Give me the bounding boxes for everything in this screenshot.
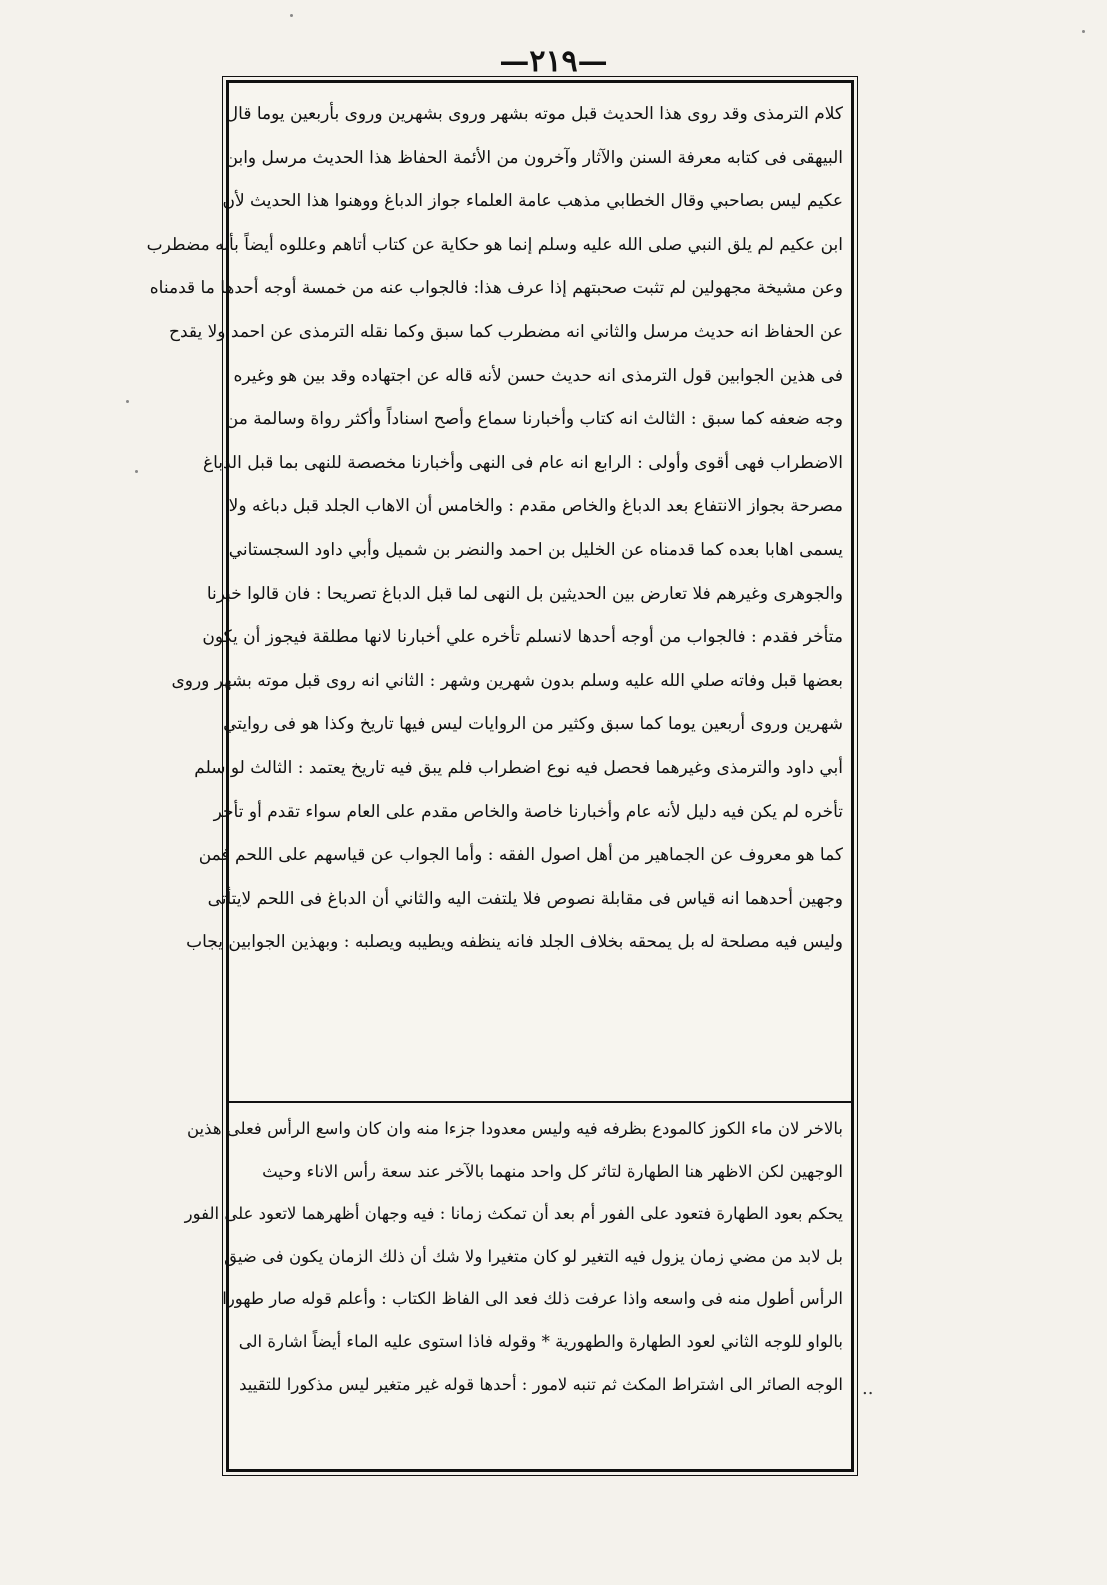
main-line: مصرحة بجواز الانتفاع بعد الدباغ والخاص مقدم : والخامس أن الاهاب الجلد قبل دباغه ولا bbox=[228, 496, 843, 517]
main-line: وعن مشيخة مجهولين لم تثبت صحبتهم إذا عرف هذا: فالجواب عنه من خمسة أوجه أحدها ما قدمناه bbox=[149, 278, 843, 299]
main-line: والجوهرى وغيرهم فلا تعارض بين الحديثين بل النهى لما قبل الدباغ تصريحا : فان قالوا خبرنا bbox=[206, 583, 843, 604]
main-line: كما هو معروف عن الجماهير من أهل اصول الفقه : وأما الجواب عن قياسهم على اللحم فمن bbox=[198, 845, 843, 866]
main-line: عن الحفاظ انه حديث مرسل والثاني انه مضطرب كما سبق وكما نقله الترمذى عن احمد ولا يقدح bbox=[168, 321, 843, 342]
main-line: بعضها قبل وفاته صلي الله عليه وسلم بدون شهرين وشهر : الثاني انه روى قبل موته بشهر وروى bbox=[171, 670, 843, 691]
footnote-line: يحكم بعود الطهارة فتعود على الفور أم بعد أن تمكث زمانا : فيه وجهان أظهرهما لاتعود على الفور bbox=[184, 1204, 843, 1224]
paper-speck bbox=[126, 400, 129, 403]
main-line: يسمى اهابا بعده كما قدمناه عن الخليل بن احمد والنضر بن شميل وأبي داود السجستاني bbox=[228, 539, 843, 560]
main-line: عكيم ليس بصاحبي وقال الخطابي مذهب عامة العلماء جواز الدباغ ووهنوا هذا الحديث لأن bbox=[222, 191, 843, 212]
main-line: وليس فيه مصلحة له بل يمحقه بخلاف الجلد فانه ينظفه ويطيبه ويصلبه : وبهذين الجوابين يجاب bbox=[186, 932, 843, 953]
main-line: البيهقى فى كتابه معرفة السنن والآثار وآخرون من الأئمة الحفاظ هذا الحديث مرسل وابن bbox=[225, 147, 843, 168]
main-line: وجهين أحدهما انه قياس فى مقابلة نصوص فلا يلتفت اليه والثاني أن الدباغ فى اللحم لايتأتى bbox=[207, 888, 843, 909]
main-line: ابن عكيم لم يلق النبي صلى الله عليه وسلم إنما هو حكاية عن كتاب أتاهم وعللوه أيضاً بأنه مضطرب bbox=[146, 234, 843, 255]
paper-speck bbox=[290, 14, 293, 17]
page-number: —٢١٩— bbox=[499, 44, 608, 79]
footnote-line: الوجهين لكن الاظهر هنا الطهارة لتاثر كل واحد منهما بالآخر عند سعة رأس الاناء وحيث bbox=[262, 1161, 843, 1181]
main-line: أبي داود والترمذى وغيرهما فحصل فيه نوع اضطراب فلم يبق فيه تاريخ يعتمد : الثالث لو سلم bbox=[194, 757, 843, 778]
main-line: الاضطراب فهى أقوى وأولى : الرابع انه عام فى النهى وأخبارنا مخصصة للنهى بما قبل الدباغ bbox=[202, 452, 843, 473]
footnote-line: بالاخر لان ماء الكوز كالمودع بظرفه فيه وليس معدودا جزءا منه وان كان واسع الرأس فعلى هذين bbox=[187, 1119, 843, 1138]
main-line: تأخره لم يكن فيه دليل لأنه عام وأخبارنا خاصة والخاص مقدم على العام سواء تقدم أو تأخر bbox=[213, 801, 843, 822]
footnote-text bbox=[184, 1108, 843, 1453]
main-line: فى هذين الجوابين قول الترمذى انه حديث حسن لأنه قاله عن اجتهاده وقد بين هو وغيره bbox=[233, 365, 843, 386]
main-line: شهرين وروى أربعين يوما كما سبق وكثير من الروايات ليس فيها تاريخ وكذا هو فى روايتي bbox=[223, 714, 843, 735]
paper-speck bbox=[1082, 30, 1085, 33]
text-frame bbox=[146, 80, 854, 1472]
main-line: كلام الترمذى وقد روى هذا الحديث قبل موته بشهر وروى بشهرين وروى بأربعين يوما قال bbox=[225, 104, 843, 124]
footnote-line: الوجه الصائر الى اشتراط المكث ثم تنبه لامور : أحدها قوله غير متغير ليس مذكورا للتقييد bbox=[239, 1374, 843, 1394]
main-line: متأخر فقدم : فالجواب من أوجه أحدها لانسلم تأخره علي أخبارنا لانها مطلقة فيجوز أن يكون bbox=[202, 627, 843, 648]
main-text bbox=[146, 93, 843, 1097]
main-line: وجه ضعفه كما سبق : الثالث انه كتاب وأخبارنا سماع وأصح اسناداً وأكثر رواة وسالمة من bbox=[225, 409, 843, 430]
footnote-divider bbox=[229, 1101, 851, 1103]
footnote-line: بل لابد من مضي زمان يزول فيه التغير لو كان متغيرا ولا شك أن ذلك الزمان يكون فى ضيق bbox=[224, 1246, 843, 1266]
margin-mark: .. bbox=[862, 1378, 874, 1399]
footnote-line: بالواو للوجه الثاني لعود الطهارة والطهورية * وقوله فاذا استوى عليه الماء أيضاً اشارة الى bbox=[238, 1331, 843, 1351]
paper-speck bbox=[135, 470, 138, 473]
footnote-line: الرأس أطول منه فى واسعه واذا عرفت ذلك فعد الى الفاظ الكتاب : وأعلم قوله صار طهورا bbox=[222, 1289, 843, 1309]
